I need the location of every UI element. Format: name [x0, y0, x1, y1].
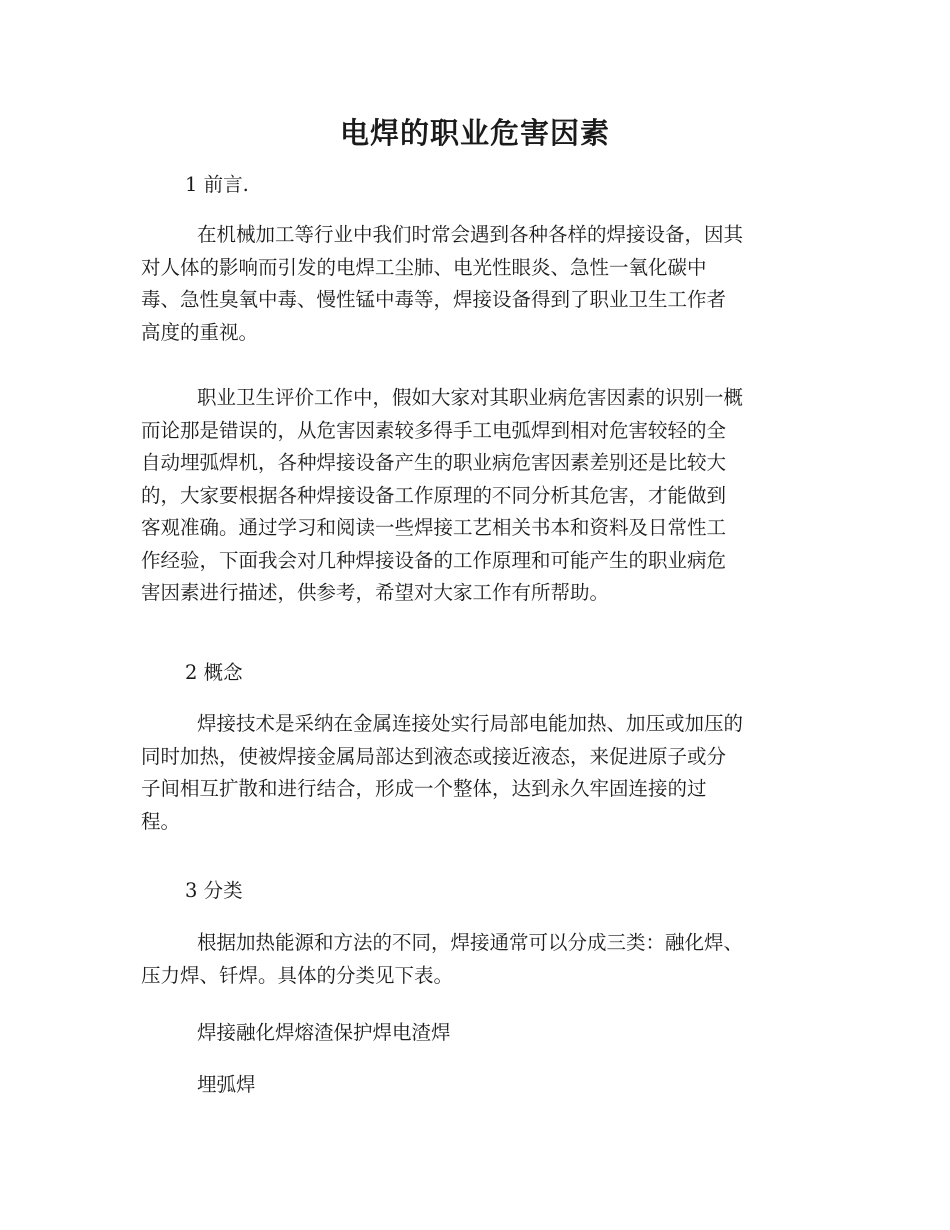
classification-table-row: 埋弧焊 [197, 1073, 256, 1096]
classification-table-row: 焊接融化焊熔渣保护焊电渣焊 [197, 1021, 451, 1044]
document-title: 电焊的职业危害因素 [339, 116, 610, 150]
paragraph-classification [141, 927, 806, 992]
paragraph-line: 而论那是错误的，从危害因素较多得手工电弧焊到相对危害较轻的全 [141, 418, 727, 442]
section-heading-classification: 3 分类 [185, 879, 243, 902]
paragraph-line: 的，大家要根据各种焊接设备工作原理的不同分析其危害，才能做到 [141, 483, 727, 507]
paragraph-line: 客观准确。通过学习和阅读一些焊接工艺相关书本和资料及日常性工 [141, 516, 727, 539]
paragraph-line: 自动埋弧焊机，各种焊接设备产生的职业病危害因素差别还是比较大 [141, 451, 727, 474]
paragraph-line: 在机械加工等行业中我们时常会遇到各种各样的焊接设备，因其 [197, 223, 744, 246]
paragraph-line: 职业卫生评价工作中，假如大家对其职业病危害因素的识别一概 [197, 386, 744, 409]
paragraph-intro [141, 219, 806, 349]
paragraph-line: 毒、急性臭氧中毒、慢性锰中毒等，焊接设备得到了职业卫生工作者 [141, 288, 727, 311]
paragraph-line: 压力焊、钎焊。具体的分类见下表。 [141, 963, 454, 987]
paragraph-line: 害因素进行描述，供参考，希望对大家工作有所帮助。 [141, 581, 610, 604]
paragraph-line: 子间相互扩散和进行结合，形成一个整体，达到永久牢固连接的过 [141, 777, 707, 800]
paragraph-line: 程。 [141, 809, 181, 833]
paragraph-line: 焊接技术是采纳在金属连接处实行局部电能加热、加压或加压的 [197, 712, 744, 735]
section-heading-concept: 2 概念 [185, 661, 243, 684]
paragraph-line: 作经验，下面我会对几种焊接设备的工作原理和可能产生的职业病危 [141, 548, 727, 572]
paragraph-line: 根据加热能源和方法的不同，焊接通常可以分成三类：融化焊、 [197, 931, 744, 954]
section-heading-intro: 1 前言. [185, 173, 249, 196]
paragraph-concept [141, 708, 806, 838]
paragraph-line: 对人体的影响而引发的电焊工尘肺、电光性眼炎、急性一氧化碳中 [141, 255, 707, 279]
paragraph-evaluation [141, 382, 806, 610]
paragraph-line: 高度的重视。 [141, 320, 259, 344]
paragraph-line: 同时加热，使被焊接金属局部达到液态或接近液态，来促进原子或分 [141, 744, 727, 768]
